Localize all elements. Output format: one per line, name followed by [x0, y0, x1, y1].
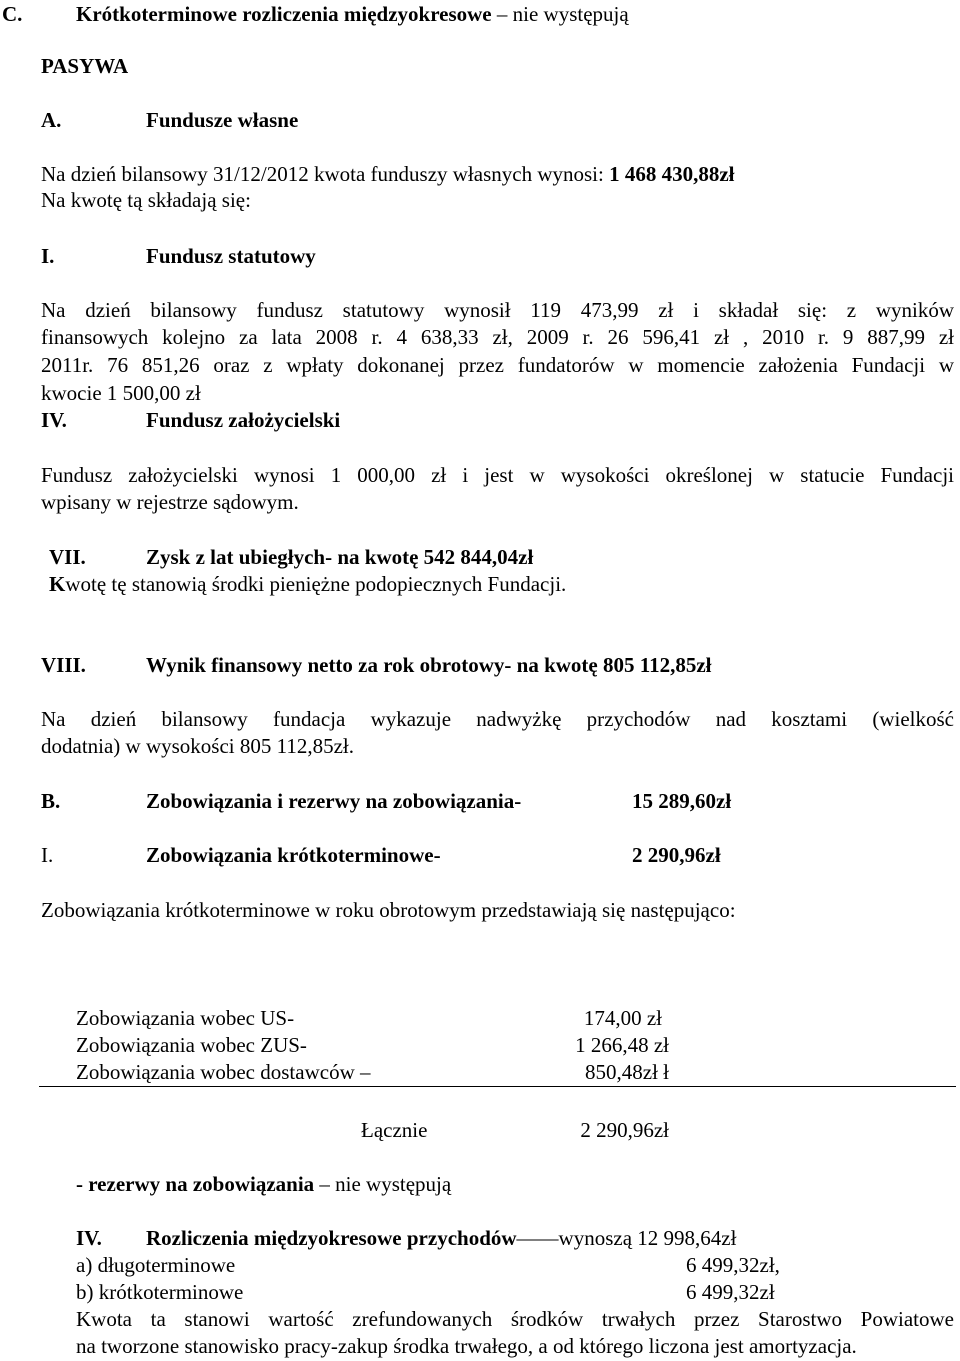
- liability-label-us: Zobowiązania wobec US-: [76, 1006, 295, 1030]
- section-b-title: Zobowiązania i rezerwy na zobowiązania-: [146, 789, 522, 813]
- section-c-number: C.: [2, 2, 23, 26]
- section-b-i-number: I.: [41, 843, 54, 867]
- section-i-number: I.: [41, 244, 55, 268]
- section-viii-title: Wynik finansowy netto za rok obrotowy- na kwotę 805 112,85zł: [146, 653, 712, 677]
- founding-fund-line-2: wpisany w rejestrze sądowym.: [41, 490, 299, 514]
- founding-fund-line-1: Fundusz założycielski wynosi 1 000,00 zł i jest w wysokości określonej w statucie Fundacji: [41, 463, 954, 487]
- section-iv2-number: IV.: [76, 1226, 102, 1250]
- equity-line-2: Na kwotę tą składają się:: [41, 188, 251, 212]
- section-a-number: A.: [41, 108, 62, 132]
- liability-value-zus: 1 266,48 zł: [575, 1033, 669, 1057]
- retained-earnings-line: Kwotę tę stanowią środki pieniężne podopiecznych Fundacji.: [49, 572, 567, 596]
- liability-value-suppliers: 850,48zł ł: [585, 1060, 669, 1084]
- long-term-label: a) długoterminowe: [76, 1253, 236, 1277]
- section-b-amount: 15 289,60zł: [632, 789, 732, 813]
- statutory-line-1: Na dzień bilansowy fundusz statutowy wynosił 119 473,99 zł i składał się: z wyników: [41, 298, 954, 322]
- short-term-value: 6 499,32zł: [686, 1280, 775, 1304]
- equity-line-1: Na dzień bilansowy 31/12/2012 kwota funduszy własnych wynosi: 1 468 430,88zł: [41, 162, 735, 186]
- deferred-note-line-1: Kwota ta stanowi wartość zrefundowanych środków trwałych przez Starostwo Powiatowe: [76, 1307, 954, 1331]
- long-term-value: 6 499,32zł,: [686, 1253, 780, 1277]
- section-b-i-amount: 2 290,96zł: [632, 843, 721, 867]
- section-i-title: Fundusz statutowy: [146, 244, 316, 268]
- liability-value-us: 174,00 zł: [583, 1006, 662, 1030]
- liability-label-zus: Zobowiązania wobec ZUS-: [76, 1033, 307, 1057]
- section-vii-title: Zysk z lat ubiegłych- na kwotę 542 844,04zł: [146, 545, 534, 569]
- section-a-title: Fundusze własne: [146, 108, 299, 132]
- section-iv2-title: Rozliczenia międzyokresowe przychodów——wynoszą 12 998,64zł: [146, 1226, 737, 1250]
- section-c-title: Krótkoterminowe rozliczenia międzyokresowe – nie występują: [76, 2, 629, 26]
- section-b-i-title: Zobowiązania krótkoterminowe-: [146, 843, 441, 867]
- statutory-line-4: kwocie 1 500,00 zł: [41, 381, 201, 405]
- short-term-label: b) krótkoterminowe: [76, 1280, 244, 1304]
- section-iv-number: IV.: [41, 408, 67, 432]
- section-vii-number: VII.: [49, 545, 86, 569]
- section-b-number: B.: [41, 789, 61, 813]
- pasywa-heading: PASYWA: [41, 54, 129, 78]
- statutory-line-2: finansowych kolejno za lata 2008 r. 4 638,33 zł, 2009 r. 26 596,41 zł , 2010 r. 9 887,99 zł: [41, 325, 954, 349]
- total-value: 2 290,96zł: [580, 1118, 669, 1142]
- liability-label-suppliers: Zobowiązania wobec dostawców –: [76, 1060, 371, 1084]
- deferred-note-line-2: na tworzone stanowisko pracy-zakup środka trwałego, a od którego liczona jest amortyzacja.: [76, 1334, 857, 1358]
- net-result-line-2: dodatnia) w wysokości 805 112,85zł.: [41, 734, 355, 758]
- statutory-line-3: 2011r. 76 851,26 oraz z wpłaty dokonanej przez fundatorów w momencie założenia Fundacji w: [41, 353, 954, 377]
- section-iv-title: Fundusz założycielski: [146, 408, 341, 432]
- liabilities-intro: Zobowiązania krótkoterminowe w roku obrotowym przedstawiają się następująco:: [41, 898, 736, 922]
- section-viii-number: VIII.: [41, 653, 86, 677]
- table-divider: [39, 1086, 956, 1087]
- section-c-heading: [2, 1, 629, 27]
- reserves-line: - rezerwy na zobowiązania – nie występują: [76, 1172, 452, 1196]
- total-label: Łącznie: [361, 1118, 428, 1142]
- net-result-line-1: Na dzień bilansowy fundacja wykazuje nadwyżkę przychodów nad kosztami (wielkość: [41, 707, 954, 731]
